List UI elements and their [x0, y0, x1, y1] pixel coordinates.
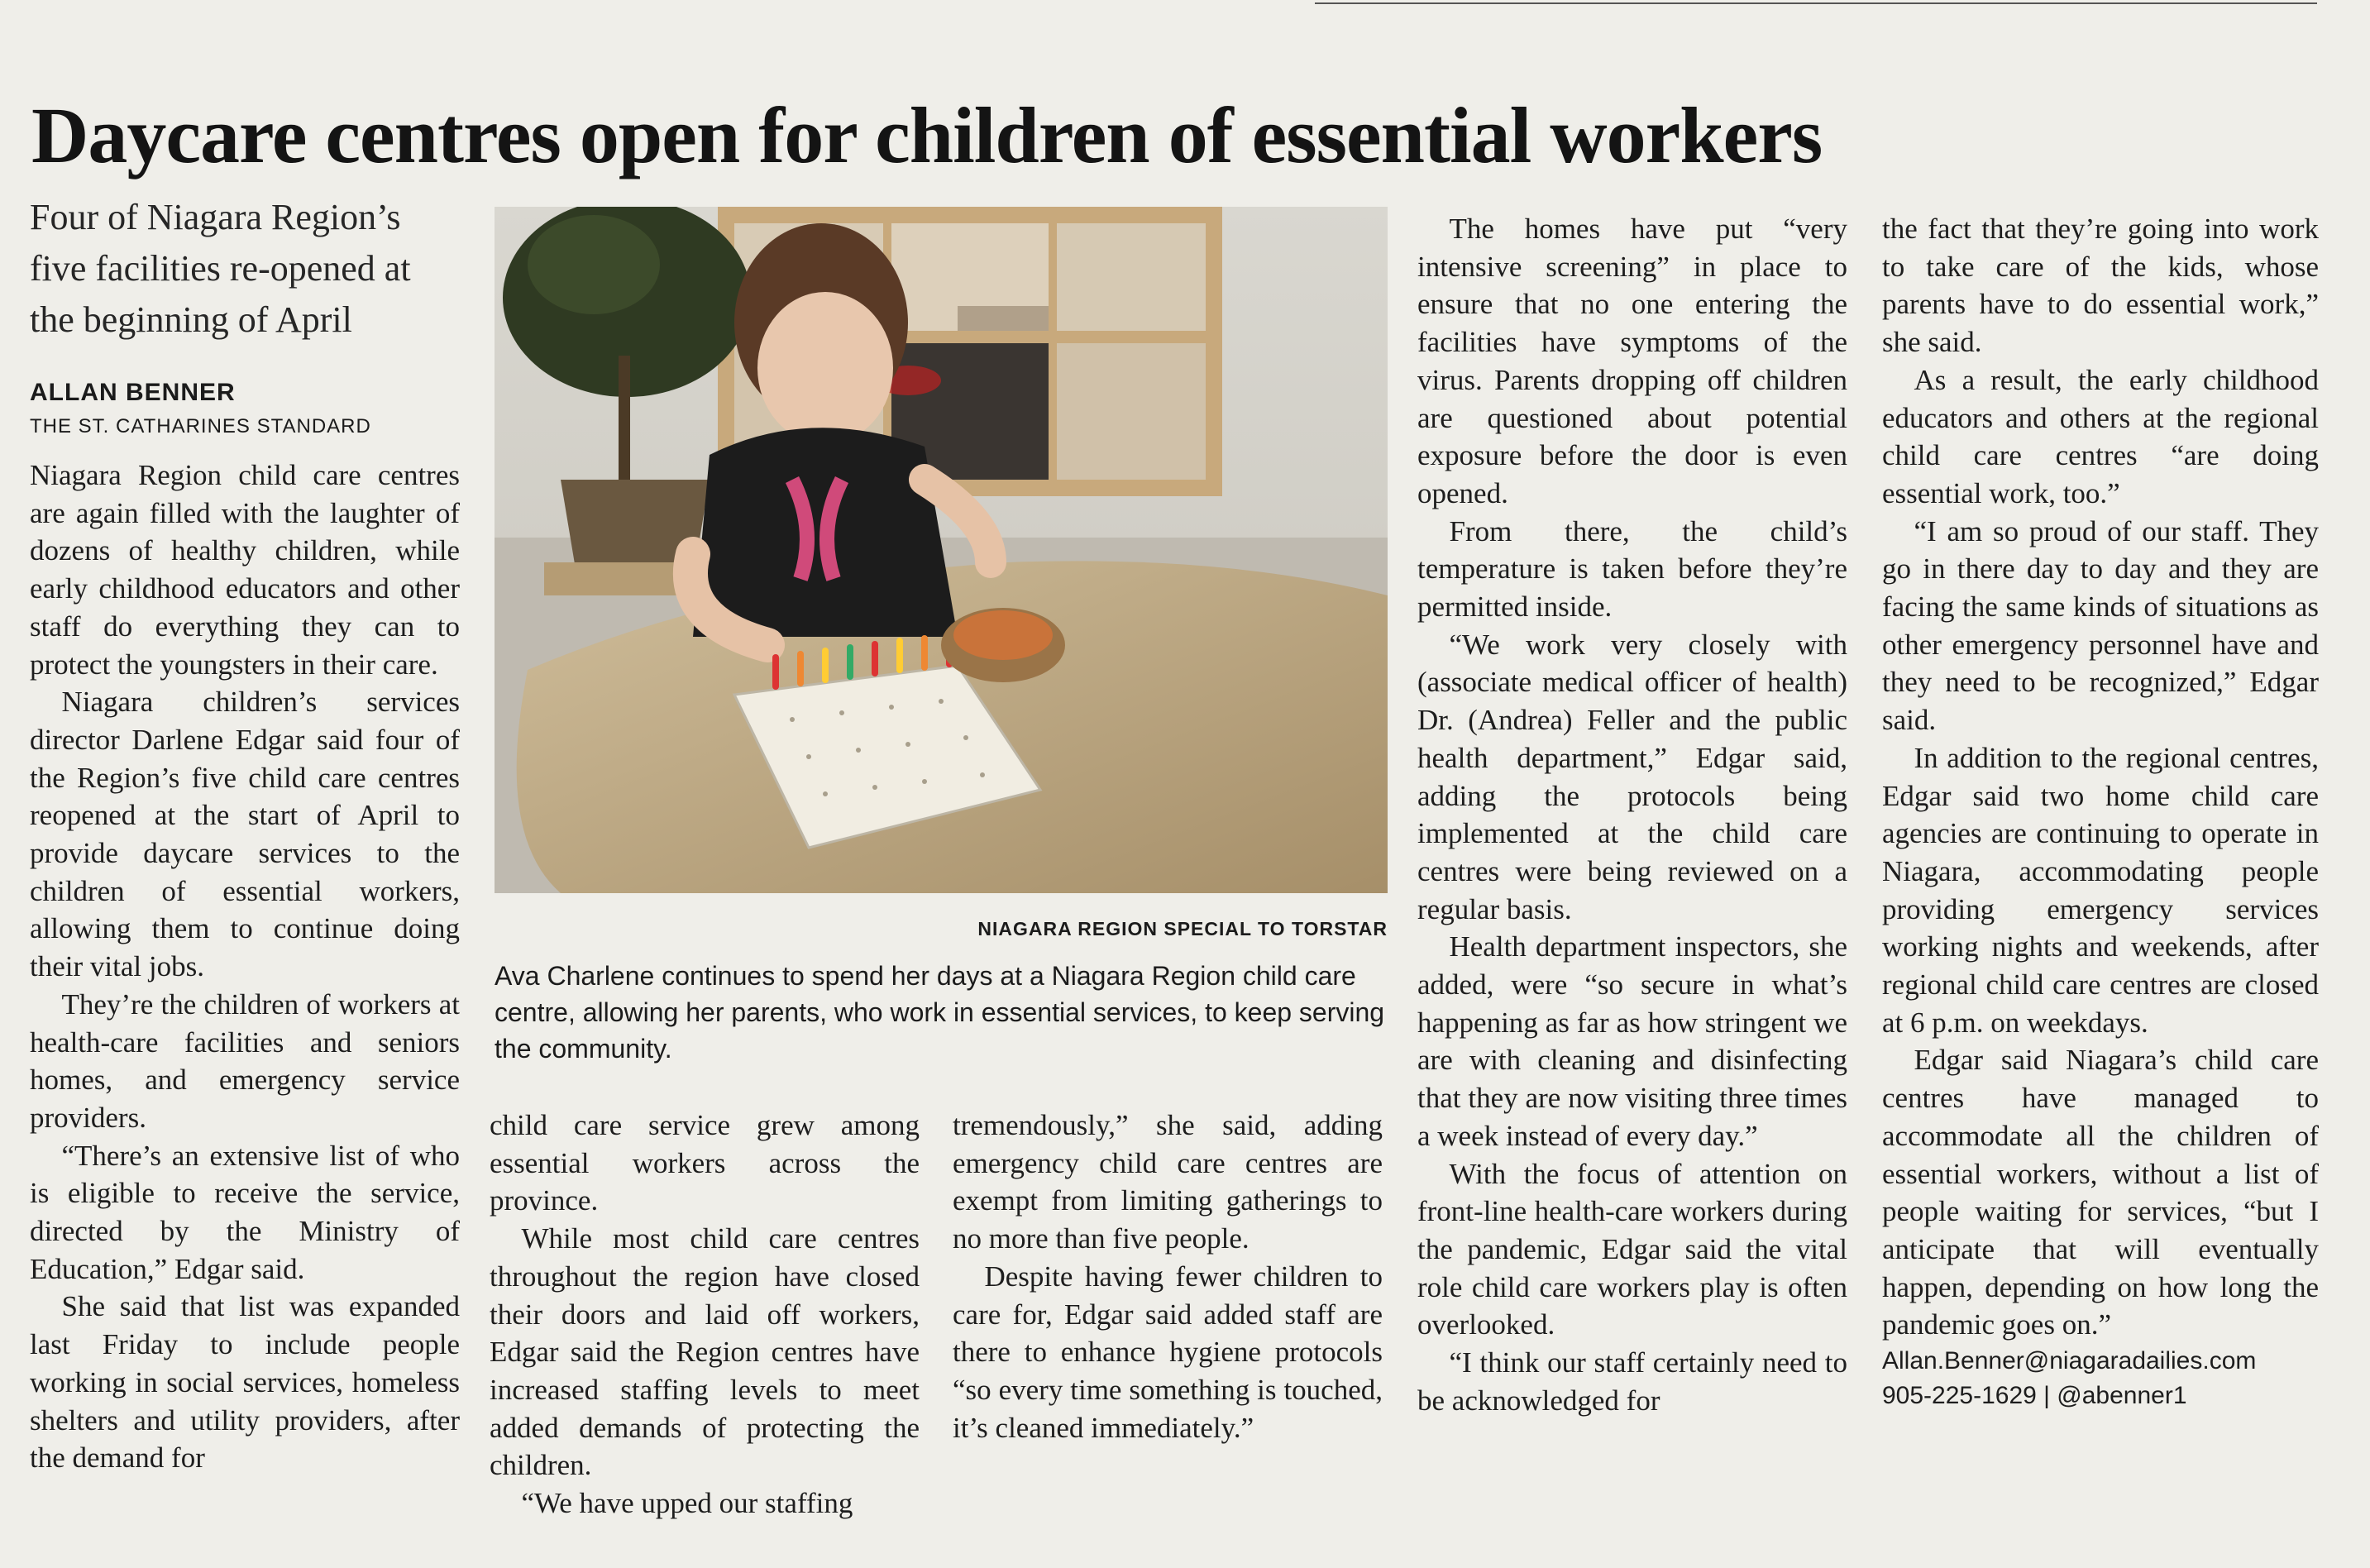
paragraph: From there, the child’s temperature is taken before they’re permitted inside.: [1417, 514, 1847, 624]
paragraph: She said that list was expanded last Friday to include people working in social services, homeless shelters and utility providers, after the demand for: [30, 1290, 460, 1475]
paragraph: Niagara children’s services director Darlene Edgar said four of the Region’s five child care centres reopened at the start of April to provide daycare services to the children of essential workers, allowing them to continue doing their vital jobs.: [30, 686, 460, 983]
paragraph: In addition to the regional centres, Edgar said two home child care agencies are continuing to operate in Niagara, accommodating people providing emergency services working nights and weekends, after regional child care centres are closed at 6 p.m. on weekdays.: [1882, 741, 2319, 1039]
paragraph: Edgar said Niagara’s child care centres have managed to accommodate all the children of essential workers, without a list of people waiting for services, “but I anticipate that will eventually happen, depending on how long the pandemic goes on.”: [1882, 1044, 2319, 1341]
byline-author: ALLAN BENNER: [30, 379, 236, 406]
article-column-3: [953, 1107, 1383, 1446]
peg-bowl: [941, 608, 1065, 682]
photo-child-at-table: [495, 207, 1388, 893]
byline-publication: THE ST. CATHARINES STANDARD: [30, 415, 371, 437]
paragraph: They’re the children of workers at health-care facilities and seniors homes, and emergency service providers.: [30, 987, 460, 1134]
paragraph: “There’s an extensive list of who is eligible to receive the service, directed by the Ministry of Education,” Edgar said.: [30, 1139, 460, 1285]
paragraph: the fact that they’re going into work to take care of the kids, whose parents have to do essential work,” she said.: [1882, 213, 2319, 359]
paragraph: “I think our staff certainly need to be acknowledged for: [1417, 1346, 1847, 1417]
paragraph: As a result, the early childhood educators and others at the regional child care centres “are doing essential work, too.”: [1882, 363, 2319, 509]
article-column-5: [1882, 210, 2319, 1413]
paragraph: child care service grew among essential workers across the province.: [490, 1109, 920, 1217]
paragraph: Despite having fewer children to care for, Edgar said added staff are there to enhance hygiene protocols “so every time something is touched, it’s cleaned immediately.”: [953, 1260, 1383, 1444]
paragraph: “We work very closely with (associate medical officer of health) Dr. (Andrea) Feller and the public health department,” Edgar said, adding the protocols being implemented at the child care centres were being reviewed on a regular basis.: [1417, 628, 1847, 925]
paragraph: Niagara Region child care centres are again filled with the laughter of dozens of healthy children, while early childhood educators and other staff do everything they can to protect the youngsters in their care.: [30, 459, 460, 681]
article-column-2: [490, 1107, 920, 1523]
paragraph: “We have upped our staffing: [521, 1487, 853, 1520]
photo-credit: NIAGARA REGION SPECIAL TO TORSTAR: [977, 918, 1388, 939]
article-column-1: [30, 457, 460, 1477]
author-email[interactable]: Allan.Benner@niagaradailies.com: [1882, 1347, 2257, 1375]
paragraph: With the focus of attention on front-line health-care workers during the pandemic, Edgar said the vital role child care workers play is often overlooked.: [1417, 1157, 1847, 1341]
paragraph: The homes have put “very intensive screening” in place to ensure that no one entering the facilities have symptoms of the virus. Parents dropping off children are questioned about potential exposure before the door is even opened.: [1417, 213, 1847, 509]
photo-caption: Ava Charlene continues to spend her days at a Niagara Region child care centre, allowing her parents, who work in essential services, to keep serving the community.: [495, 961, 1385, 1064]
paragraph: While most child care centres throughout the region have closed their doors and laid off workers, Edgar said the Region centres have increased staffing levels to meet added demands of protecting the children.: [490, 1222, 920, 1482]
paragraph: “I am so proud of our staff. They go in there day to day and they are facing the same kinds of situations as other emergency personnel have and they need to be recognized,” Edgar said.: [1882, 514, 2319, 737]
headline: Daycare centres open for children of essential workers: [31, 91, 1823, 180]
author-phone-handle: 905-225-1629 | @abenner1: [1882, 1382, 2187, 1410]
top-rule: [1315, 2, 2317, 4]
article-column-4: [1417, 210, 1847, 1420]
paragraph: Health department inspectors, she added, were “so secure in what’s happening as far as how stringent we are with cleaning and disinfecting that they are now visiting three times a week instead of every day.”: [1417, 930, 1847, 1152]
paragraph: tremendously,” she said, adding emergency child care centres are exempt from limiting gatherings to no more than five people.: [953, 1109, 1383, 1255]
deck-subheadline: Four of Niagara Region’s five facilities re-opened at the beginning of April: [30, 197, 411, 340]
